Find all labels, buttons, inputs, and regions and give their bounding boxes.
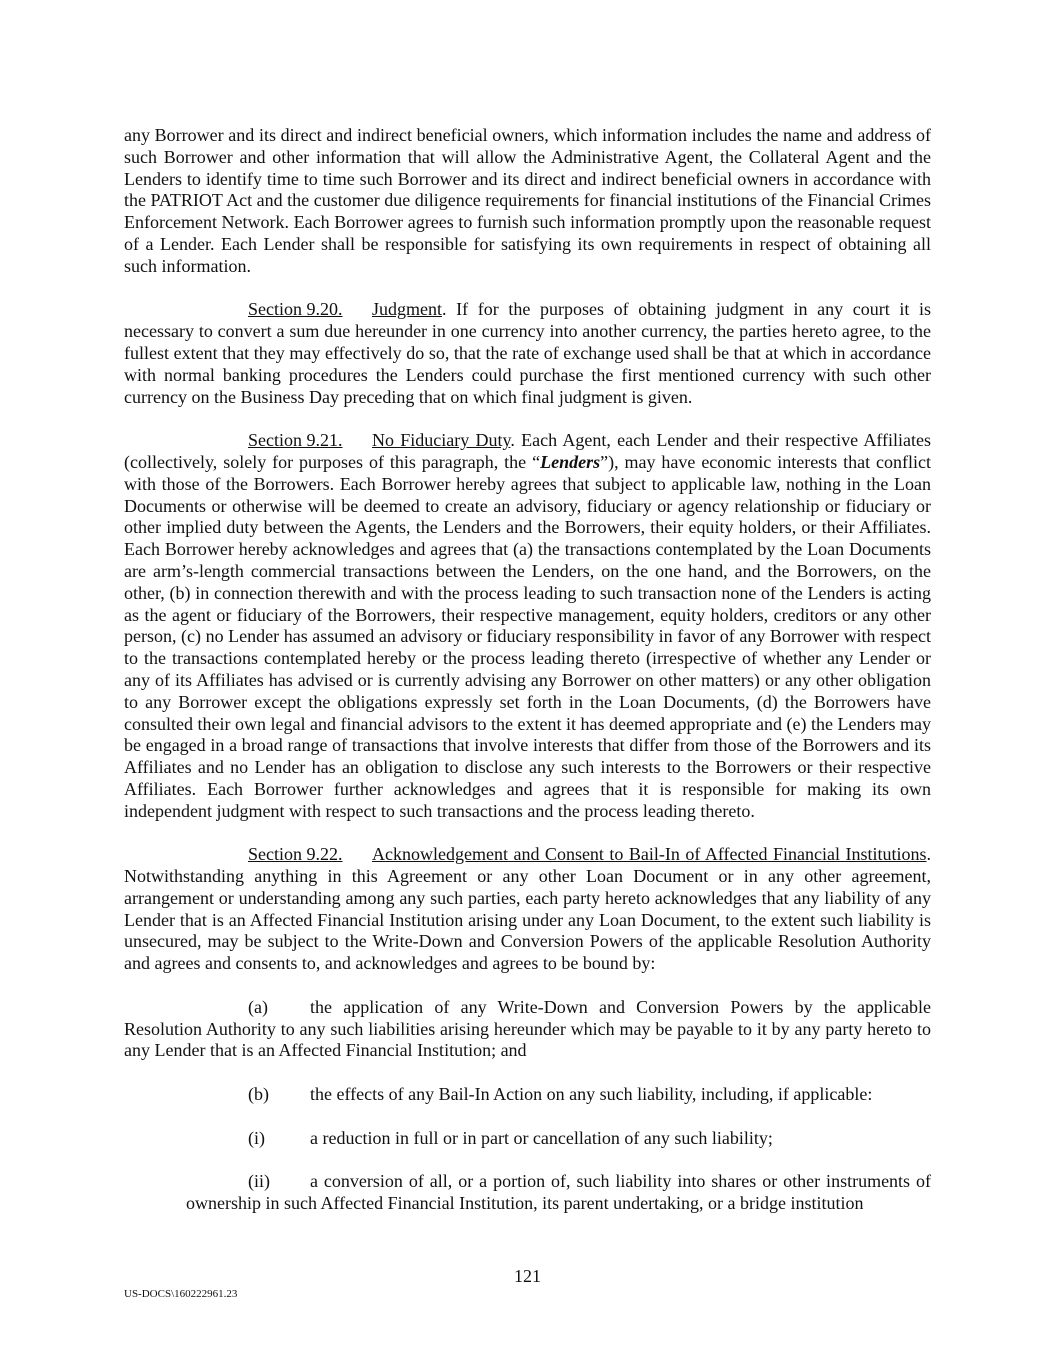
section-body-before: Each Agent, each Lender and their respective Affiliates (collectively, solely for purposes of this paragraph, the “ — [124, 430, 931, 472]
section-number: Section 9.22. — [248, 844, 343, 865]
section-9-22 — [124, 844, 931, 975]
section-9-20 — [124, 299, 931, 408]
clause-text: the effects of any Bail-In Action on any such liability, including, if applicable: — [310, 1084, 873, 1105]
section-number: Section 9.20. — [248, 299, 343, 320]
intro-paragraph — [124, 125, 931, 278]
section-title-punct: . — [442, 299, 447, 320]
clause-label: (a) — [248, 996, 268, 1017]
clause-label: (b) — [248, 1084, 269, 1105]
clause-label: (i) — [248, 1127, 265, 1148]
section-number: Section 9.21. — [248, 430, 343, 451]
document-page — [124, 125, 931, 1215]
page-number: 121 — [514, 1266, 541, 1286]
section-title-punct: . — [926, 844, 931, 865]
section-title-punct: . — [510, 430, 515, 451]
document-id: US-DOCS\160222961.23 — [124, 1288, 238, 1300]
section-title: No Fiduciary Duty — [372, 430, 511, 451]
section-body: Notwithstanding anything in this Agreement or any other Loan Document or in any other agreement, arrangement or understanding among any such parties, each party hereto acknowledges that any liability of any Lender that is an Affected Financial Institution arising under any Loan Document, to the extent such liability is unsecured, may be subject to the Write-Down and Conversion Powers of the applicable Resolution Authority and agrees and consents to, and acknowledges and agrees to be bound by: — [124, 866, 931, 974]
section-body-after: ”), may have economic interests that conflict with those of the Borrowers. Each Borrower hereby agrees that subject to applicable law, nothing in the Loan Documents or otherwise will be deemed to create an advisory, fiduciary or agency relationship or fiduciary or other implied duty between the Agents, the Lenders and the Borrowers, their equity holders, or their Affiliates. Each Borrower hereby acknowledges and agrees that (a) the transactions contemplated by the Loan Documents are arm’s-length commercial transactions between the Lenders, on the one hand, and the Borrowers, on the other, (b) in connection therewith and with the process leading to such transaction none of the Lenders is acting as the agent or fiduciary of the Borrowers, their respective management, equity holders, creditors or any other person, (c) no Lender has assumed an advisory or fiduciary responsibility in favor of any Borrower with respect to the transactions contemplated hereby or the process leading thereto (irrespective of whether any Lender or any of its Affiliates has advised or is currently advising any Borrower on other matters) or any other obligation to any Borrower except the obligations expressly set forth in the Loan Documents, (d) the Borrowers have consulted their own legal and financial advisors to the extent it has deemed appropriate and (e) the Lenders may be engaged in a broad range of transactions that involve interests that differ from those of the Borrowers and its Affiliates and no Lender has an obligation to disclose any such interests to the Borrowers or their respective Affiliates. Each Borrower further acknowledges and agrees that it is responsible for making its own independent judgment with respect to such transactions and the process leading thereto. — [124, 451, 932, 821]
section-title: Judgment — [372, 299, 442, 320]
intro-text: any Borrower and its direct and indirect beneficial owners, which information includes the name and address of such Borrower and other information that will allow the Administrative Agent, the Collateral Agent and the Lenders to identify time to time such Borrower and its direct and indirect beneficial owners in accordance with the PATRIOT Act and the customer due diligence requirements for financial institutions of the Financial Crimes Enforcement Network. Each Borrower agrees to furnish such information promptly upon the reasonable request of a Lender. Each Lender shall be responsible for satisfying its own requirements in respect of obtaining all such information. — [124, 125, 931, 276]
clause-a — [124, 997, 931, 1062]
section-9-21 — [124, 430, 931, 822]
section-body: If for the purposes of obtaining judgment in any court it is necessary to convert a sum due hereunder in one currency into another currency, the parties hereto agree, to the fullest extent that they may effectively do so, that the rate of exchange used shall be that at which in accordance with normal banking procedures the Lenders could purchase the first mentioned currency with such other currency on the Business Day preceding that on which final judgment is given. — [124, 299, 931, 407]
clause-ii — [124, 1171, 931, 1215]
clause-text: the application of any Write-Down and Conversion Powers by the applicable Resolution Authority to any such liabilities arising hereunder which may be payable to it by any party hereto to any Lender that is an Affected Financial Institution; and — [124, 996, 931, 1061]
clause-i — [124, 1128, 931, 1150]
clause-label: (ii) — [248, 1171, 270, 1192]
clause-text: a conversion of all, or a portion of, such liability into shares or other instruments of ownership in such Affected Financial Institution, its parent undertaking, or a bridge institution — [186, 1171, 931, 1214]
clause-b — [124, 1084, 931, 1106]
section-title: Acknowledgement and Consent to Bail-In of Affected Financial Institutions — [372, 844, 927, 865]
clause-text: a reduction in full or in part or cancellation of any such liability; — [310, 1127, 773, 1148]
defined-term: Lenders — [540, 451, 601, 472]
